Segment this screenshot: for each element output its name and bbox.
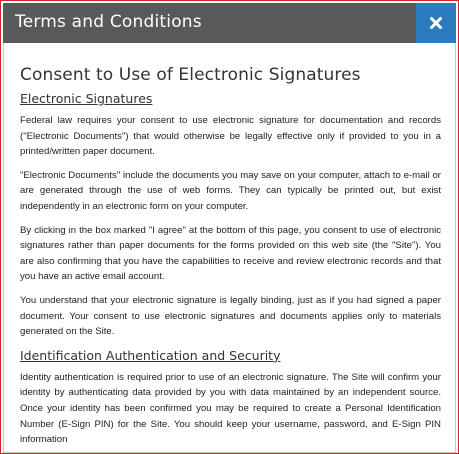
paragraph: Federal law requires your consent to use electronic signature for documentation and records ("Electronic Documents") that would otherwise be legally effective only if provided to you in a printed/written paper document. <box>20 115 441 158</box>
dialog-header <box>3 3 456 43</box>
document-heading: Consent to Use of Electronic Signatures <box>20 65 361 85</box>
section-title-identification: Identification Authentication and Security <box>20 347 281 363</box>
section-title-electronic-signatures: Electronic Signatures <box>20 91 153 106</box>
dialog-title: Terms and Conditions <box>15 12 202 32</box>
paragraph: Identity authentication is required prior to use of an electronic signature. The Site will confirm your identity by authenticating data provided by you with data maintained by an independent source. Once your identity has been confirmed you may be required to create a Personal Identification Number (E-Sign PIN) for the Site. You should keep your username, password, and E-Sign PIN information <box>20 371 441 446</box>
paragraph: You understand that your electronic signature is legally binding, just as if you had signed a paper document. Your consent to use electronic signatures and documents applies only to materials generated on the Site. <box>20 294 441 338</box>
terms-content[interactable] <box>3 43 456 453</box>
close-button[interactable] <box>416 3 456 43</box>
paragraph: "Electronic Documents" include the documents you may save on your computer, attach to e-mail or are generated through the use of web forms. They can typically be printed out, but exist independently in an electronic form on your computer. <box>20 169 441 212</box>
close-x-icon <box>429 16 443 30</box>
paragraph: By clicking in the box marked "I agree" at the bottom of this page, you consent to use of electronic signatures rather than paper documents for the forms provided on this web site (the "Site"). You are also confirming that you have the capabilities to receive and review electronic records and that you have an active email account. <box>20 224 441 283</box>
